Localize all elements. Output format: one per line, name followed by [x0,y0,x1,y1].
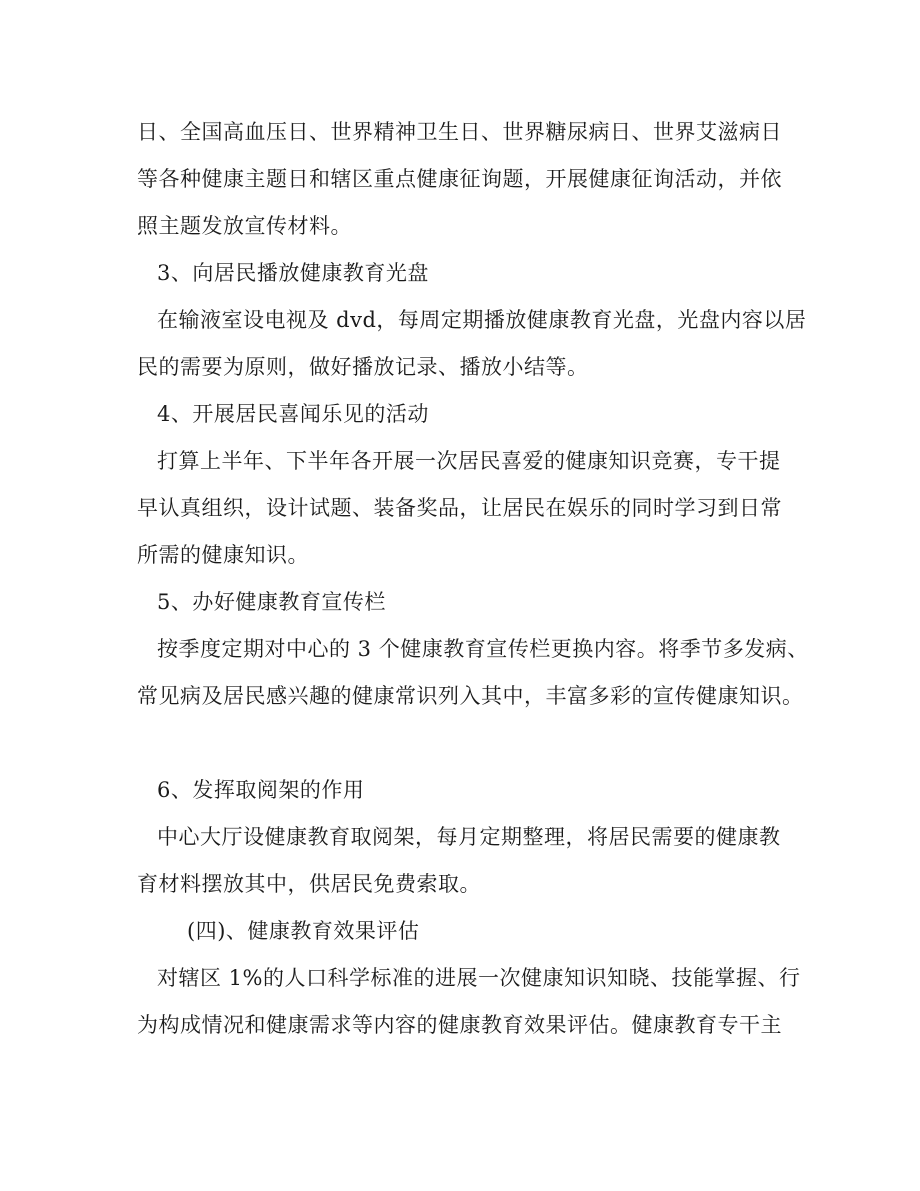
paragraph-line: 育材料摆放其中，供居民免费索取。 [137,872,481,896]
paragraph-line: 日、全国高血压日、世界精神卫生日、世界糖尿病日、世界艾滋病日 [137,120,782,144]
paragraph-line: 在输液室设电视及 dvd，每周定期播放健康教育光盘，光盘内容以居 [157,308,807,332]
section-heading: 4、开展居民喜闻乐见的活动 [157,402,429,426]
section-heading: 5、办好健康教育宣传栏 [157,590,386,614]
paragraph-line: 按季度定期对中心的 3 个健康教育宣传栏更换内容。将季节多发病、 [157,637,809,661]
paragraph-line: 所需的健康知识。 [137,543,309,567]
paragraph-line: 常见病及居民感兴趣的健康常识列入其中，丰富多彩的宣传健康知识。 [137,684,804,708]
paragraph-line: 对辖区 1%的人口科学标准的进展一次健康知识知晓、技能掌握、行 [157,966,801,990]
paragraph-line: 民的需要为原则，做好播放记录、播放小结等。 [137,355,589,379]
paragraph-line: 为构成情况和健康需求等内容的健康教育效果评估。健康教育专干主 [137,1013,782,1037]
paragraph-line: 早认真组织，设计试题、装备奖品，让居民在娱乐的同时学习到日常 [137,496,782,520]
section-heading: (四)、健康教育效果评估 [187,919,420,943]
section-heading: 3、向居民播放健康教育光盘 [157,261,429,285]
paragraph-line: 中心大厅设健康教育取阅架，每月定期整理，将居民需要的健康教 [157,825,781,849]
paragraph-line: 照主题发放宣传材料。 [137,214,352,238]
paragraph-line: 打算上半年、下半年各开展一次居民喜爱的健康知识竞赛，专干提 [157,449,781,473]
paragraph-line: 等各种健康主题日和辖区重点健康征询题，开展健康征询活动，并依 [137,167,782,191]
section-heading: 6、发挥取阅架的作用 [157,778,365,802]
